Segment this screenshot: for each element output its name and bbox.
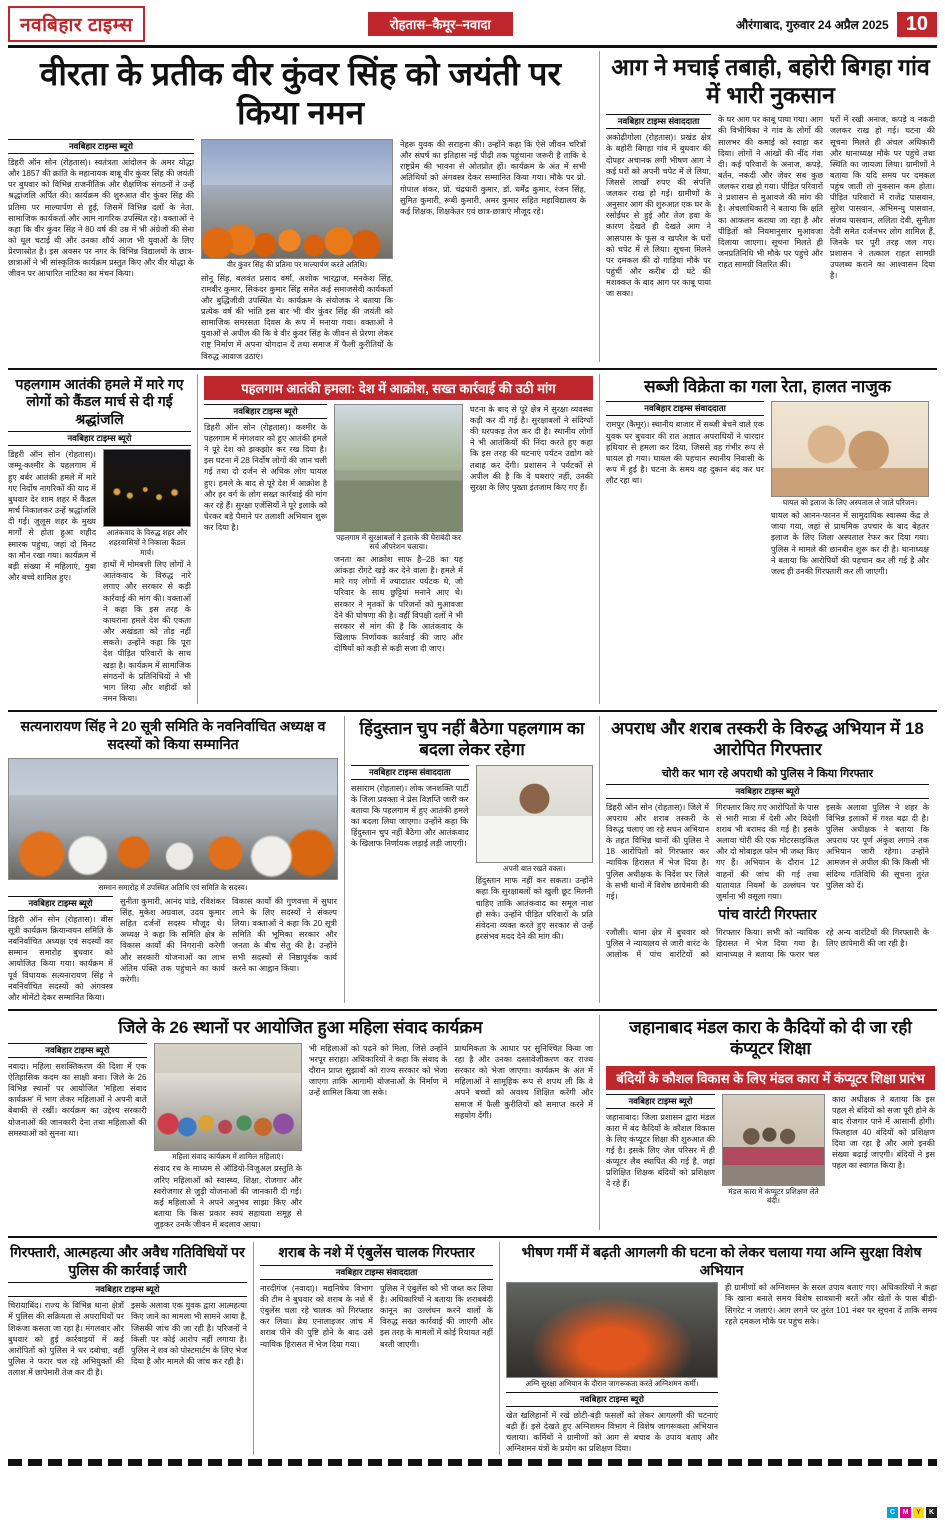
heat-story [499,1242,937,1454]
vegetable-headline: सब्जी विक्रेता का गला रेता, हालत नाजुक [644,376,891,396]
jail-story [599,1015,935,1230]
row-four [8,1015,937,1230]
liquor-byline: नवबिहार टाइम्स संवाददाता [260,1265,493,1280]
hindustan-byline: नवबिहार टाइम्स संवाददाता [351,765,469,780]
jail-headline: जहानाबाद मंडल कारा के कैदियों को दी जा रही कंप्यूटर शिक्षा [629,1018,912,1058]
satya-caption: सम्मान समारोह में उपस्थित अतिथि एवं समिति के सदस्य। [98,883,248,893]
dateline: औरंगाबाद, गुरुवार 24 अप्रैल 2025 [735,17,889,32]
fire-story [599,51,935,362]
satya-photo [8,758,338,880]
jail-kicker: बंदियों के कौशल विकास के लिए मंडल कारा में कंप्यूटर शिक्षा प्रारंभ [606,1066,935,1090]
edition-wrap [145,6,736,42]
pahalgam-byline: नवबिहार टाइम्स ब्यूरो [204,404,327,419]
fire-body-row [606,114,935,299]
arrest-byline: नवबिहार टाइम्स ब्यूरो [8,1282,247,1297]
cmyk-marks [887,1507,937,1518]
crime-headline: अपराध और शराब तस्करी के विरुद्ध अभियान में 18 आरोपित गिरफ्तार [611,719,924,759]
mahila-byline: नवबिहार टाइम्स ब्यूरो [8,1043,147,1058]
page-number: 10 [897,12,937,37]
row-three [8,716,937,1003]
vegetable-story [599,374,929,704]
heat-byline: नवबिहार टाइम्स ब्यूरो [506,1392,718,1407]
masthead-right [736,6,937,42]
mahila-story [8,1015,593,1230]
row-two [8,374,937,704]
candle-caption: आतंकवाद के विरुद्ध शहर और शहरवासियों ने निकाला कैंडल मार्च। [106,528,188,557]
crime-col1: डिहरी ऑन सोन (रोहतास)। जिले में अपराध और शराब तस्करी के विरुद्ध चलाए जा रहे सघन अभियान के तहत विभिन्न थानों की पुलिस ने 18 आरोपितों को गिरफ्तार कर न्यायिक हिरासत में भेज दिया है। पुलिस अधीक्षक के निर्देश पर जिले के सभी थानों में विशेष छापेमारी की गई। [606,802,709,901]
pahalgam-col3: घटना के बाद से पूरे क्षेत्र में सुरक्षा व्यवस्था कड़ी कर दी गई है। सुरक्षाबलों ने संदिग्धों की धरपकड़ तेज कर दी है। स्थानीय लोगों ने भी आतंकियों की निंदा करते हुए कहा कि इस तरह की घटनाएं पर्यटन उद्योग को तबाह कर देंगी। प्रशासन ने पर्यटकों से अपील की है कि वे घबराएं नहीं, उनकी सुरक्षा के लिए पुख्ता इंतजाम किए गए हैं। [469,404,593,492]
row-lead [8,51,937,362]
hindustan-story [344,716,593,1003]
fire-col3: घरों में रखी अनाज, कपड़े व नकदी जलकर राख हो गई। घटना की सूचना मिलते ही अंचल अधिकारी और थानाध्यक्ष मौके पर पहुंचे तथा स्थिति का जायजा लिया। ग्रामीणों ने बताया कि यदि समय पर दमकल पहुंच जाती तो नुकसान कम होता। पीड़ित परिवारों में राजेंद्र पासवान, सुरेश पासवान, अभिमन्यु पासवान, संजय पासवान, ललिता देवी, सुनीता देवी समेत दर्जनभर लोग शामिल हैं, जिनके घर पूरी तरह जल गए। प्रशासन ने तत्काल राहत सामग्री उपलब्ध कराने का आश्वासन दिया है। [830,115,935,281]
liquor-headline: शराब के नशे में एंबुलेंस चालक गिरफ्तार [278,1244,475,1261]
candle-byline: नवबिहार टाइम्स ब्यूरो [8,431,191,446]
warrant-body: रजौली। थाना क्षेत्र में बुधवार को पुलिस ने न्यायालय से जारी वारंट के आलोक में पांच वारंटियों को गिरफ्तार किया। सभी को न्यायिक हिरासत में भेज दिया गया है। थानाध्यक्ष ने बताया कि फरार चल रहे अन्य वारंटियों की गिरफ्तारी के लिए छापेमारी की जा रही है। [606,927,929,959]
satya-col2: सुनीता कुमारी, आनंद पांडे, रविशंकर सिंह, मुकेश अग्रवाल, उदय कुमार सहित दर्जनों सदस्य मौजूद थे। अध्यक्ष ने कहा कि समिति क्षेत्र के विकास कार्यों की निगरानी करेगी और सरकारी योजनाओं का लाभ अंतिम पंक्ति तक पहुंचाने का कार्य करेगी। [120,896,225,984]
satya-col3: विकास कार्यों की गुणवत्ता में सुधार लाने के लिए सदस्यों ने संकल्प लिया। वक्ताओं ने कहा कि 20 सूत्री समिति की भूमिका सरकार और जनता के बीच सेतु की है। उन्होंने सभी सदस्यों से निष्ठापूर्वक कार्य करने का आह्वान किया। [232,896,337,973]
candle-story [8,374,191,704]
mahila-col1: नवादा। महिला सशक्तिकरण की दिशा में एक ऐतिहासिक कदम का साक्षी बना। जिले के 26 विभिन्न स्थानों पर आयोजित 'महिला संवाद कार्यक्रम' में भाग लेकर महिलाओं ने अपनी बातें बेबाकी से रखीं। कार्यक्रम का उद्देश्य सरकारी योजनाओं की जानकारी देना तथा महिलाओं की समस्याओं को सुनना था। [8,1061,147,1138]
heat-col1: खेत खलिहानों में रखे छोटी-बड़ी फसलों को लेकर आगलगी की घटनाएं बढ़ी हैं। इसे देखते हुए अग्निशमन विभाग ने विशेष जागरूकता अभियान चलाया। कर्मियों ने ग्रामीणों को आग से बचाव के उपाय बताए और अग्निशमन यंत्रों के प्रयोग का प्रशिक्षण दिया। [506,1410,718,1454]
liquor-story [253,1242,493,1454]
lead-body-row [8,139,593,362]
jail-photo [722,1094,825,1186]
hindustan-headline: हिंदुस्तान चुप नहीं बैठेगा पहलगाम का बदला लेकर रहेगा [359,719,585,759]
heat-caption: अग्नि सुरक्षा अभियान के दौरान जागरूकता करते अग्निशमन कर्मी। [525,1379,699,1389]
liquor-col2: पुलिस ने एंबुलेंस को भी जब्त कर लिया है। अधिकारियों ने बताया कि शराबबंदी कानून का उल्लंघन करने वालों के विरुद्ध सख्त कार्रवाई की जाएगी और इस तरह के मामलों में कोई रियायत नहीं बरती जाएगी। [380,1283,493,1349]
vegetable-byline: नवबिहार टाइम्स संवाददाता [606,401,764,416]
candle-col2: हाथों में मोमबत्ती लिए लोगों ने आतंकवाद के विरुद्ध नारे लगाए और सरकार से कड़ी कार्रवाई की मांग की। वक्ताओं ने कहा कि इस तरह के कायराना हमले देश की एकता और अखंडता को तोड़ नहीं सकते। उन्होंने कहा कि पूरा देश पीड़ित परिवारों के साथ खड़ा है। कार्यक्रम में सामाजिक संगठनों के प्रतिनिधियों ने भी भाग लिया और शहीदों को नमन किया। [103,560,191,703]
edition-badge: रोहतास–कैमूर–नवादा [368,12,513,36]
vegetable-caption: घायल को इलाज के लिए अस्पताल ले जाते परिजन। [782,498,918,508]
warrant-headline: पांच वारंटी गिरफ्तार [718,906,817,923]
jail-col1: जहानाबाद। जिला प्रशासन द्वारा मंडल कारा में बंद कैदियों के कौशल विकास के लिए कंप्यूटर शिक्षा की शुरुआत की गई है। इसके लिए जेल परिसर में ही कंप्यूटर लैब स्थापित की गई है, जहां प्रशिक्षित शिक्षक बंदियों को प्रशिक्षण दे रहे हैं। [606,1112,715,1189]
hindustan-caption: अपनी बात रखते वक्ता। [502,863,566,873]
candle-col1: डिहरी ऑन सोन (रोहतास)। जम्मू-कश्मीर के पहलगाम में हुए बर्बर आतंकी हमले में मारे गए निर्दोष नागरिकों की याद में बुधवार देर शाम शहर में कैंडल मार्च निकालकर उन्हें श्रद्धांजलि दी गई। जुलूस शहर के मुख्य मार्गों से होता हुआ शहीद स्मारक पहुंचा, जहां दो मिनट का मौन रखा गया। कार्यक्रम में बड़ी संख्या में महिलाएं, युवा और बच्चे शामिल हुए। [8,450,96,582]
arrest-story [8,1242,247,1454]
newspaper-logo: नवबिहार टाइम्स [8,6,145,42]
hindustan-col2: हिंदुस्तान माफ नहीं कर सकता। उन्होंने कहा कि सुरक्षाबलों को खुली छूट मिलनी चाहिए ताकि आतंकवाद का समूल नाश हो सके। उन्होंने पीड़ित परिवारों के प्रति संवेदना व्यक्त करते हुए सरकार से उन्हें हरसंभव मदद देने की मांग की। [475,876,593,942]
crime-byline: नवबिहार टाइम्स ब्यूरो [606,784,929,799]
vegetable-col1: रामपुर (कैमूर)। स्थानीय बाजार में सब्जी बेचने वाले एक युवक पर बुधवार की रात अज्ञात अपराधियों ने धारदार हथियार से हमला कर दिया, जिससे वह गंभीर रूप से घायल हो गया। घायल की पहचान स्थानीय निवासी के रूप में हुई है। घटना के समय वह दुकान बंद कर घर लौट रहा था। [606,420,764,486]
liquor-col1: नारदीगंज (नवादा)। मद्यनिषेध विभाग की टीम ने बुधवार को शराब के नशे में एंबुलेंस चला रहे चालक को गिरफ्तार कर लिया। ब्रेथ एनालाइजर जांच में शराब पीने की पुष्टि होने के बाद उसे न्यायिक हिरासत में भेज दिया गया। [260,1283,373,1349]
row-five [8,1242,937,1454]
mahila-col3: भी महिलाओं को पढ़ने को मिला, जिसे उन्होंने भरपूर सराहा। अधिकारियों ने कहा कि संवाद के दौरान प्राप्त सुझावों को राज्य सरकार को भेजा जाएगा ताकि आगामी योजनाओं के निर्माण में उन्हें शामिल किया जा सके। [308,1043,448,1098]
heat-col2: ही ग्रामीणों को अग्निशमन के सरल उपाय बताए गए। अधिकारियों ने कहा कि खाना बनाते समय विशेष सावधानी बरतें और खेतों के पास बीड़ी-सिगरेट न जलाएं। आग लगने पर तुरंत 101 नंबर पर सूचना दें ताकि समय रहते दमकल मौके पर पहुंच सके। [725,1283,937,1326]
hindustan-col1: ससाराम (रोहतास)। लोक जनशक्ति पार्टी के जिला प्रवक्ता ने प्रेस विज्ञप्ति जारी कर बताया कि पहलगाम में हुए आतंकी हमले का बदला लिया जाएगा। उन्होंने कहा कि हिंदुस्तान चुप नहीं बैठेगा और आतंकवाद के खिलाफ निर्णायक लड़ाई लड़ी जाएगी। [351,783,469,849]
heat-photo [506,1282,718,1378]
pahalgam-photo [334,404,463,532]
crime-subhead: चोरी कर भाग रहे अपराधी को पुलिस ने किया गिरफ्तार [661,767,874,780]
mahila-col2: संवाद रथ के माध्यम से ऑडियो-विजुअल प्रस्तुति के जरिए महिलाओं को स्वास्थ्य, शिक्षा, रोजगार और स्वरोजगार से जुड़ी योजनाओं की जानकारी दी गई। कई महिलाओं ने अपने अनुभव साझा किए और बताया कि किस प्रकार स्वयं सहायता समूह से जुड़कर उनके जीवन में बदलाव आया। [153,1164,302,1230]
satya-headline: सत्यनारायण सिंह ने 20 सूत्री समिति के नवनिर्वाचित अध्यक्ष व सदस्यों को किया सम्मानित [20,718,326,752]
satya-byline: नवबिहार टाइम्स ब्यूरो [8,896,113,911]
heat-headline: भीषण गर्मी में बढ़ती आगलगी की घटना को लेकर चलाया गया अग्नि सुरक्षा विशेष अभियान [521,1244,922,1278]
vegetable-photo [771,401,929,497]
crime-col3: इसके अलावा पुलिस ने शहर के विभिन्न इलाकों में गश्त बढ़ा दी है। पुलिस अधीक्षक ने बताया कि अपराध पर पूर्ण अंकुश लगाने तक अभियान जारी रहेगा। उन्होंने आमजन से अपील की कि किसी भी संदिग्ध गतिविधि की सूचना तुरंत पुलिस को दें। [826,802,929,890]
satya-story [8,716,338,1003]
cmyk-m: M [900,1507,911,1518]
pahalgam-kicker: पहलगाम आतंकी हमला: देश में आक्रोश, सख्त कार्रवाई की उठी मांग [204,376,593,400]
vegetable-col2: घायल को आनन-फानन में सामुदायिक स्वास्थ्य केंद्र ले जाया गया, जहां से प्राथमिक उपचार के बाद बेहतर इलाज के लिए जिला अस्पताल रेफर कर दिया गया। पुलिस ने मामले की छानबीन शुरू कर दी है। थानाध्यक्ष ने बताया कि आरोपियों की पहचान कर ली गई है और जल्द ही उनकी गिरफ्तारी कर ली जाएगी। [771,511,929,576]
lead-col3: नेहरू युवक की सराहना की। उन्होंने कहा कि ऐसे जीवन चरित्रों और संघर्ष का इतिहास नई पीढ़ी तक पहुंचाना जरूरी है ताकि वे राष्ट्रप्रेम की भावना से ओतप्रोत हों। कार्यक्रम के अंत में सभी अतिथियों को अंगवस्त्र देकर सम्मानित किया गया। मौके पर प्रो. गोपाल शंकर, प्रो. चंद्रधारी कुमार, डॉ. धर्मेंद्र कुमार, रंजन सिंह, सुमित कुमारी, रूबी कुमारी, अमर कुमार सहित महाविद्यालय के कई शिक्षक, शिक्षकेतर एवं छात्र-छात्राएं मौजूद रहे। [400,139,586,216]
pahalgam-col1: डिहरी ऑन सोन (रोहतास)। कश्मीर के पहलगाम में मंगलवार को हुए आतंकी हमले ने पूरे देश को झकझोर कर रख दिया है। इस घटना में 28 निर्दोष लोगों की जान चली गई तथा दो दर्जन से अधिक लोग घायल हुए। हमले के बाद से पूरे देश में आक्रोश है और हर वर्ग के लोग सख्त कार्रवाई की मांग कर रहे हैं। सुरक्षा एजेंसियों ने पूरे इलाके को घेरकर बड़े पैमाने पर तलाशी अभियान शुरू कर दिया है। [204,422,328,533]
mahila-photo [154,1043,302,1151]
jail-byline: नवबिहार टाइम्स ब्यूरो [606,1094,715,1109]
lead-story [8,51,593,362]
masthead [8,6,937,48]
fire-col1: अकोढ़ीगोला (रोहतास)। प्रखंड क्षेत्र के बहोरी बिगहा गांव में बुधवार की दोपहर अचानक लगी भीषण आग ने कई घरों को अपनी चपेट में ले लिया, जिससे लाखों रुपए की संपत्ति जलकर राख हो गई। ग्रामीणों के अनुसार आग की शुरुआत एक घर के रसोईघर से हुई और तेज हवा के कारण देखते ही देखते आग ने आसपास के फूस व खपरैल के घरों को चपेट में ले लिया। सूचना मिलने पर दमकल की दो गाड़ियां मौके पर पहुंचीं और करीब दो घंटे की मशक्कत के बाद आग पर काबू पाया जा सका। [606,133,711,299]
candle-headline: पहलगाम आतंकी हमले में मारे गए लोगों को कैंडल मार्च से दी गई श्रद्धांजलि [15,375,184,427]
mahila-col4: प्राथमिकता के आधार पर सुनिश्चित किया जा रहा है और उनका दस्तावेजीकरण कर राज्य सरकार को भेजा जाएगा। कार्यक्रम के अंत में महिलाओं ने सामूहिक रूप से शपथ ली कि वे अपने बच्चों को अवश्य शिक्षित करेंगी और समाज में फैली कुरीतियों को समाप्त करने में सहयोग देंगी। [454,1043,594,1120]
arrest-col2: इसके अलावा एक युवक द्वारा आत्महत्या किए जाने का मामला भी सामने आया है, जिसकी जांच की जा रही है। परिजनों ने किसी पर कोई आरोप नहीं लगाया है। पुलिस ने शव को पोस्टमार्टम के लिए भेज दिया है और मामले की जांच कर रही है। [131,1301,247,1367]
lead-caption: वीर कुंवर सिंह की प्रतिमा पर माल्यार्पण करते अतिथि। [226,259,368,269]
pahalgam-story [197,374,593,704]
fire-headline: आग ने मचाई तबाही, बहोरी बिगहा गांव में भारी नुकसान [611,54,930,108]
fire-byline: नवबिहार टाइम्स संवाददाता [606,114,711,129]
hindustan-photo [476,765,594,863]
registration-bar [8,1459,937,1466]
pahalgam-caption: पहलगाम में सुरक्षाबलों ने इलाके की घेराबंदी कर सर्च ऑपरेशन चलाया। [336,532,461,552]
cmyk-y: Y [913,1507,924,1518]
jail-caption: मंडल कारा में कंप्यूटर प्रशिक्षण लेते बंदी। [728,1186,819,1206]
fire-col2: के घर आग पर काबू पाया गया। आग की विभीषिका ने गांव के लोगों की सालभर की कमाई को स्वाहा कर दिया। लोगों ने आंखों की नींद गंवा दी। कई परिवारों के अनाज, कपड़े, बर्तन, नकदी और जेवर सब कुछ जलकर राख हो गया। पीड़ित परिवारों ने प्रशासन से मुआवजे की मांग की है। अंचलाधिकारी ने बताया कि क्षति का आकलन कराया जा रहा है और पीड़ितों को नियमानुसार मुआवजा दिलाया जाएगा। सूचना मिलते ही जनप्रतिनिधि भी मौके पर पहुंचे और राहत सामग्री वितरित की। [718,115,823,270]
lead-byline: नवबिहार टाइम्स ब्यूरो [8,139,194,154]
satya-col1: डिहरी ऑन सोन (रोहतास)। बीस सूत्री कार्यक्रम क्रियान्वयन समिति के नवनिर्वाचित अध्यक्ष एवं सदस्यों का सम्मान समारोह बुधवार को आयोजित किया गया। कार्यक्रम में पूर्व विधायक सत्यनारायण सिंह ने नवनिर्वाचित सदस्यों को अंगवस्त्र और मोमेंटो देकर सम्मानित किया। [8,914,113,1002]
cmyk-c: C [887,1507,898,1518]
mahila-headline: जिले के 26 स्थानों पर आयोजित हुआ महिला संवाद कार्यक्रम [118,1018,483,1038]
crime-story [599,716,929,1003]
arrest-headline: गिरफ्तारी, आत्महत्या और अवैध गतिविधियों पर पुलिस की कार्रवाई जारी [10,1244,245,1278]
cmyk-k: K [926,1507,937,1518]
candle-photo [103,449,191,527]
lead-headline: वीरता के प्रतीक वीर कुंवर सिंह को जयंती पर किया नमन [40,55,561,131]
arrest-col1: चिरायाबिंद। राज्य के विभिन्न थाना क्षेत्रों में पुलिस की सक्रियता से अपराधियों पर शिकंजा कसता जा रहा है। मंगलवार और बुधवार को हुई कार्रवाइयों में कई आरोपितों को पुलिस ने धर दबोचा, वहीं पुलिस ने फरार चल रहे अभियुक्तों की तलाश में छापेमारी तेज कर दी है। [8,1301,124,1378]
crime-col2: गिरफ्तार किए गए आरोपितों के पास से भारी मात्रा में देसी और विदेशी शराब भी बरामद की गई है। इसके अलावा चोरी की एक मोटरसाइकिल और दो मोबाइल फोन भी जब्त किए गए हैं। अभियान के दौरान 12 वाहनों की जांच की गई तथा यातायात नियमों के उल्लंघन पर जुर्माना भी वसूला गया। [716,802,819,901]
lead-col2: सोनू सिंह, बलवंत प्रसाद वर्मा, अशोक भारद्वाज, मनकेश सिंह, रामवीर कुमार, सिकंदर कुमार सिंह समेत कई समाजसेवी कार्यकर्ता और बुद्धिजीवी उपस्थित थे। कार्यक्रम के संयोजक ने बताया कि प्रत्येक वर्ष की भांति इस बार भी वीर कुंवर सिंह की जयंती को सामाजिक समरसता दिवस के रूप में मनाया गया। वक्ताओं ने युवाओं से अपील की कि वे वीर कुंवर सिंह के जीवन से प्रेरणा लेकर राष्ट्र निर्माण में अपना योगदान दें तथा समाज में फैली कुरीतियों के विरुद्ध आवाज उठाएं। [201,273,393,361]
lead-photo [201,139,393,259]
pahalgam-col2: जनता का आक्रोश साफ है–28 का यह आंकड़ा रोंगटे खड़े कर देने वाला है। हमले में मारे गए लोगों में ज्यादातर पर्यटक थे, जो परिवार के साथ छुट्टियां मनाने आए थे। सरकार ने मृतकों के परिजनों को मुआवजा देने की घोषणा की है। वहीं विपक्षी दलों ने भी सरकार से मांग की है कि आतंकवाद के खिलाफ निर्णायक कार्रवाई की जाए और दोषियों को कड़ी से कड़ी सजा दी जाए। [334,555,463,654]
lead-col1: डिहरी ऑन सोन (रोहतास)। स्वतंत्रता आंदोलन के अमर योद्धा और 1857 की क्रांति के महानायक बाबू वीर कुंवर सिंह की जयंती पर बुधवार को विभिन्न राजनीतिक और शैक्षणिक संगठनों ने उन्हें श्रद्धांजलि अर्पित की। कार्यक्रम की शुरुआत वीर कुंवर सिंह की प्रतिमा पर माल्यार्पण से हुई, जिसमें विभिन्न दलों के नेता, सामाजिक कार्यकर्ता और आम नागरिक उपस्थित रहे। वक्ताओं ने कहा कि वीर कुंवर सिंह ने 80 वर्ष की उम्र में भी अंग्रेजों की सेना को धूल चटाई थी और उनका शौर्य आज भी युवाओं के लिए प्रेरणास्रोत है। इस अवसर पर नगर के विभिन्न विद्यालयों के छात्र-छात्राओं ने भी सांस्कृतिक कार्यक्रम प्रस्तुत किए और वीर योद्धा के जीवन पर आधारित नाटिका का मंचन किया। [8,157,194,279]
jail-col2: कारा अधीक्षक ने बताया कि इस पहल से बंदियों को सजा पूरी होने के बाद रोजगार पाने में आसानी होगी। फिलहाल 40 बंदियों को प्रशिक्षण दिया जा रहा है और आगे इनकी संख्या बढ़ाई जाएगी। बंदियों ने इस पहल का स्वागत किया है। [831,1094,935,1171]
mahila-caption: महिला संवाद कार्यक्रम में शामिल महिलाएं। [172,1151,284,1161]
